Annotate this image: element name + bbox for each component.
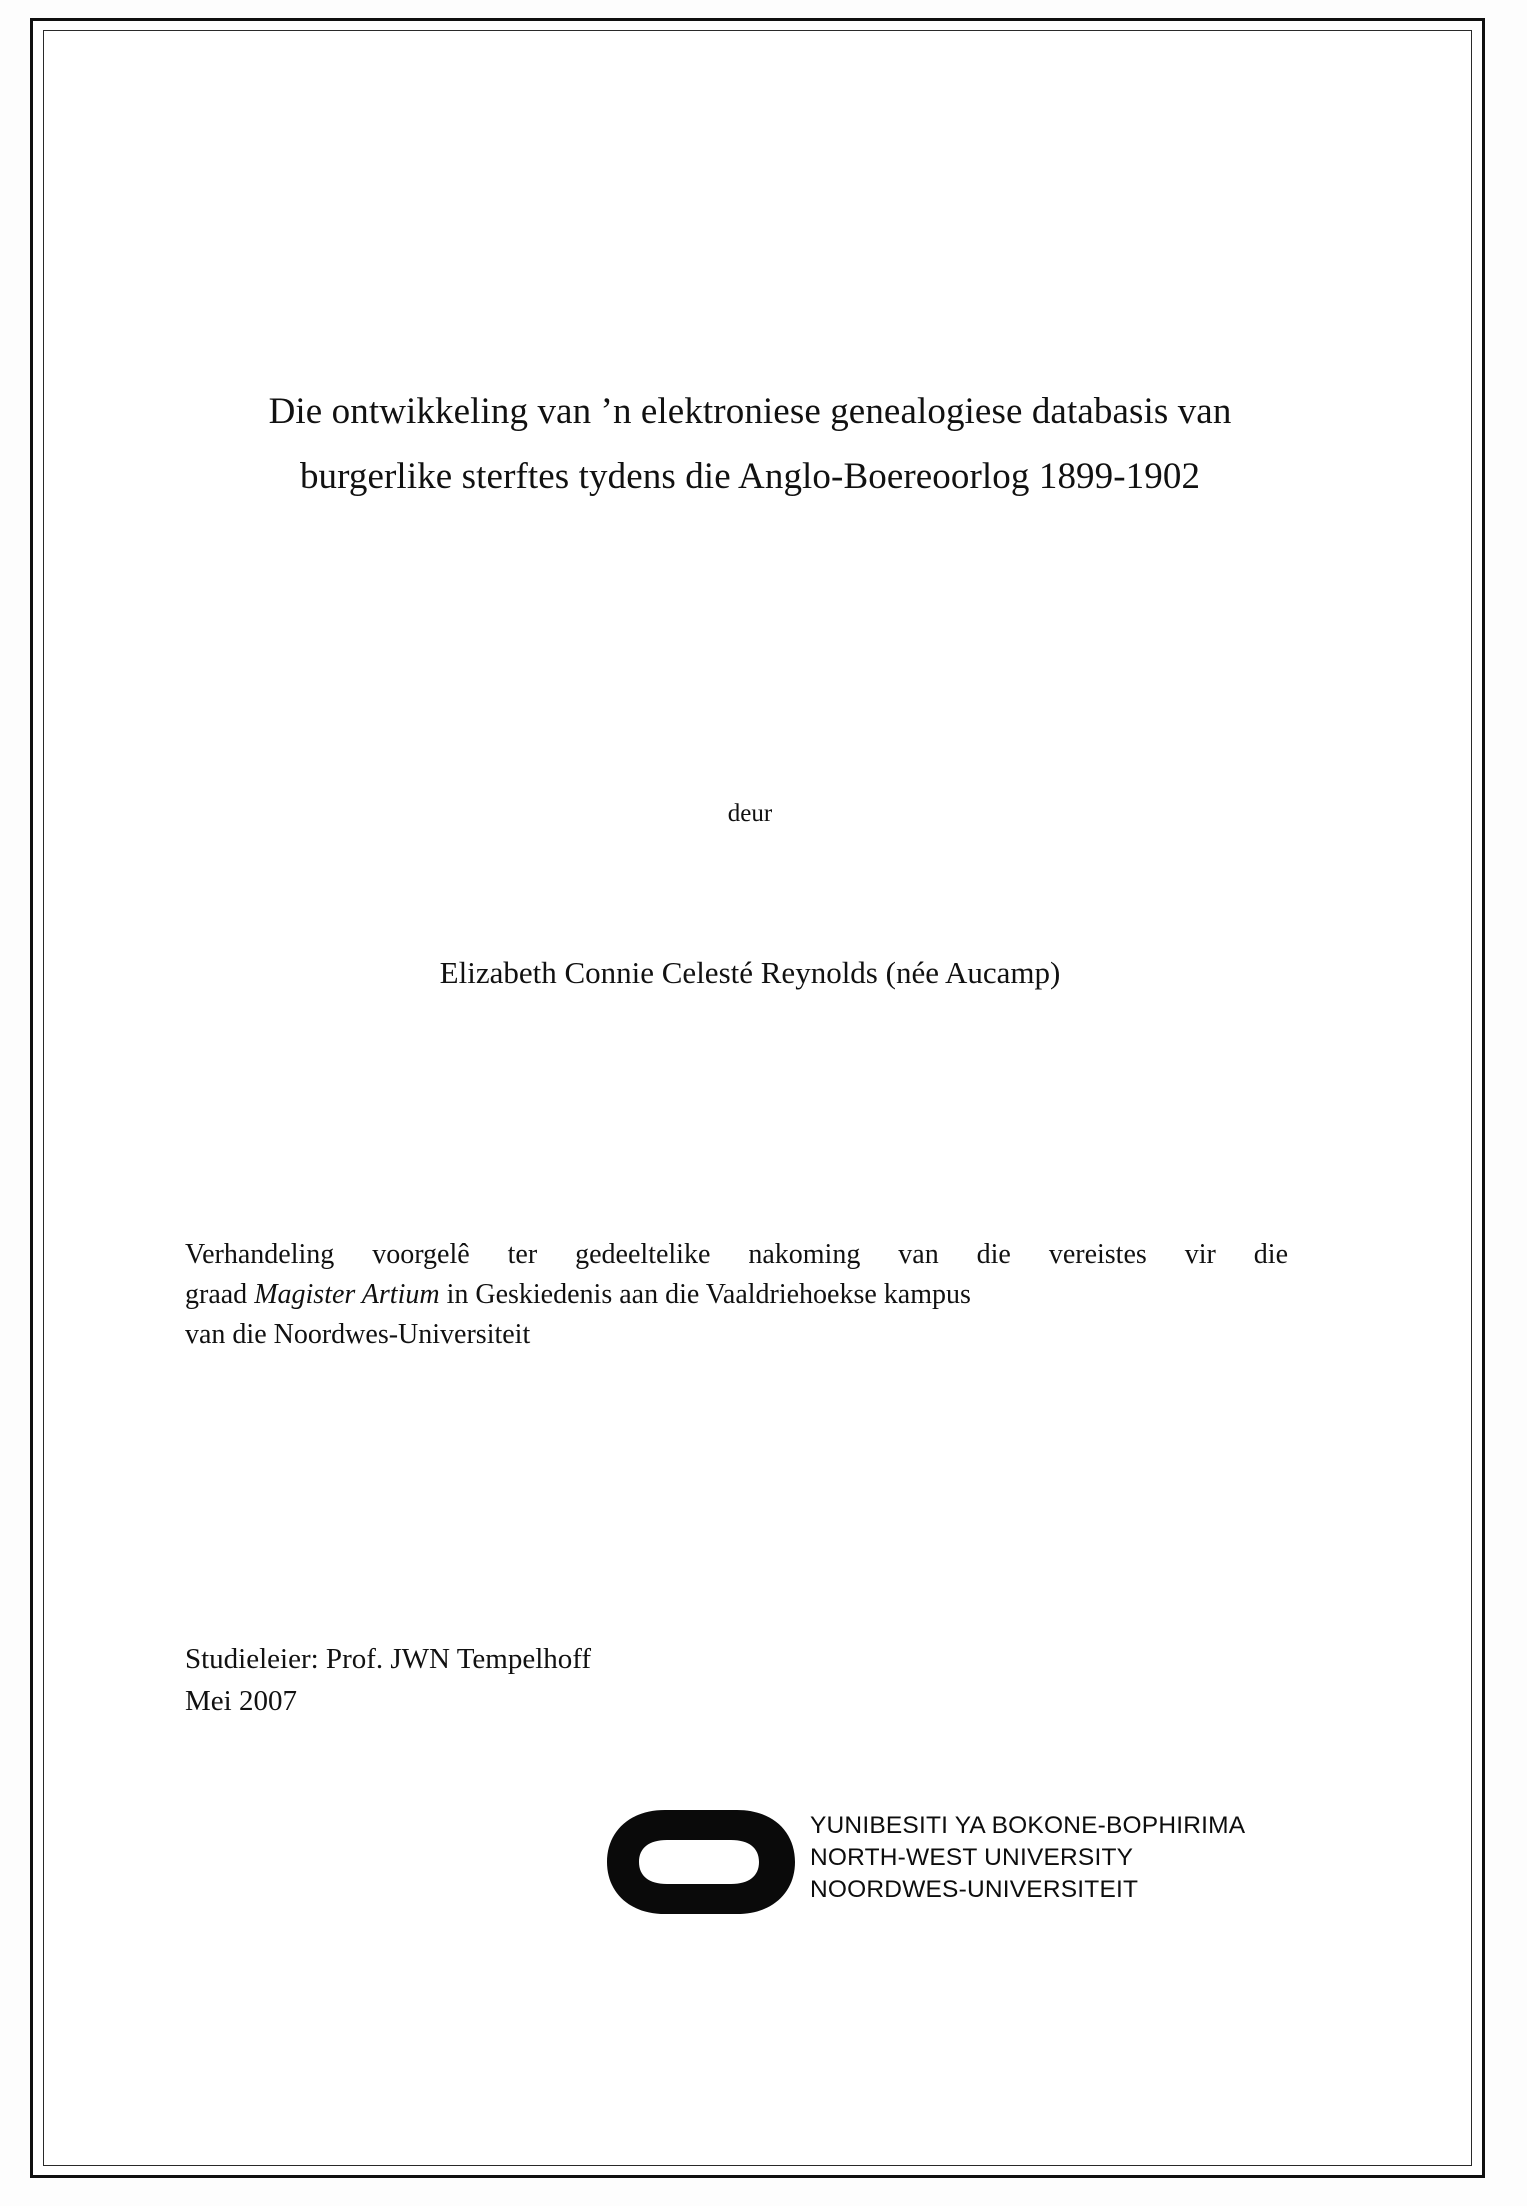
title-line-2: burgerlike sterftes tydens die Anglo-Boereoorlog 1899-1902 [299,455,1201,497]
supervisor-name: Studieleier: Prof. JWN Tempelhoff [185,1643,592,1675]
university-logo-text [810,1810,1246,1906]
logo-line-2: NORTH-WEST UNIVERSITY [810,1843,1134,1871]
degree-name: Magister Artium [254,1278,440,1310]
degree-statement-line-2-post: in Geskiedenis aan die Vaaldriehoekse kampus [439,1278,971,1310]
title-page-content [150,60,1350,2120]
submission-date: Mei 2007 [185,1685,297,1718]
nwu-logo-icon [603,1808,803,1916]
degree-statement-line-2 [185,1275,1288,1315]
university-logo [480,1802,1246,1922]
logo-line-3: NOORDWES-UNIVERSITEIT [810,1875,1139,1903]
logo-line-1: YUNIBESITI YA BOKONE-BOPHIRIMA [810,1812,1246,1839]
page-title [180,380,1320,510]
title-line-1: Die ontwikkeling van ’n elektroniese genealogiese databasis van [268,391,1232,432]
degree-statement [185,1235,1288,1354]
degree-statement-line-1: Verhandeling voorgelê ter gedeeltelike nakoming van die vereistes vir die [185,1239,1288,1270]
degree-statement-line-2-pre: graad [185,1278,255,1310]
author-name: Elizabeth Connie Celesté Reynolds (née Aucamp) [439,955,1061,990]
degree-statement-line-3: van die Noordwes-Universiteit [185,1318,531,1350]
by-label: deur [727,800,773,827]
supervisor-block [185,1638,1085,1722]
